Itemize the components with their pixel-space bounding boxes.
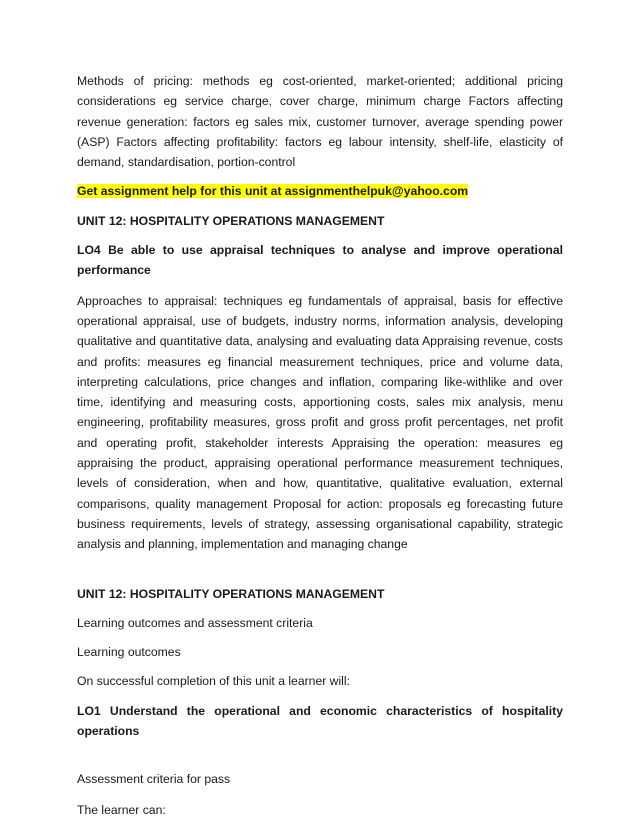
pricing-paragraph: Methods of pricing: methods eg cost-oriented, market-oriented; additional pricing considerations eg service charge, cover charge, minimum charge Factors affecting revenue generation: factors eg sales mix, customer turnover, average spending power (ASP) Factors affecting profitability: factors eg labour intensity, shelf-life, elasticity of demand, standardisation, portion-control (77, 74, 563, 170)
unit-heading: UNIT 12: HOSPITALITY OPERATIONS MANAGEMENT (77, 213, 385, 228)
assessment-criteria-label: Assessment criteria for pass (77, 772, 231, 787)
promo-line (77, 181, 563, 201)
appraisal-paragraph: Approaches to appraisal: techniques eg fundamentals of appraisal, basis for effective operational appraisal, use of budgets, industry norms, information analysis, developing qualitative and quantitative data, analysing and evaluating data Appraising revenue, costs and profits: measures eg financial measurement techniques, price and volume data, interpreting calculations, price changes and inflation, comparing like-withlike and over time, identifying and measuring costs, apportioning costs, sales mix analysis, menu engineering, profitability measures, gross profit and gross profit percentages, net profit and operating profit, stakeholder interests Appraising the operation: measures eg appraising the product, appraising operational performance measurement techniques, levels of consideration, when and how, quantitative, qualitative evaluation, external comparisons, quality management Proposal for action: proposals eg forecasting future business requirements, levels of strategy, assessing organisational capability, strategic analysis and planning, implementation and managing change (77, 293, 563, 552)
document-page (77, 71, 563, 820)
completion-statement: On successful completion of this unit a learner will: (77, 674, 350, 689)
assignment-help-highlight: Get assignment help for this unit at assignmenthelpuk@yahoo.com (77, 184, 469, 199)
lo4-heading: LO4 Be able to use appraisal techniques to analyse and improve operational performance (77, 243, 563, 278)
unit-heading-second: UNIT 12: HOSPITALITY OPERATIONS MANAGEMENT (77, 586, 385, 601)
learning-outcomes-criteria-label: Learning outcomes and assessment criteria (77, 615, 313, 630)
lo1-heading: LO1 Understand the operational and economic characteristics of hospitality operations (77, 703, 563, 739)
learner-can-label: The learner can: (77, 802, 166, 817)
learning-outcomes-label: Learning outcomes (77, 645, 181, 660)
